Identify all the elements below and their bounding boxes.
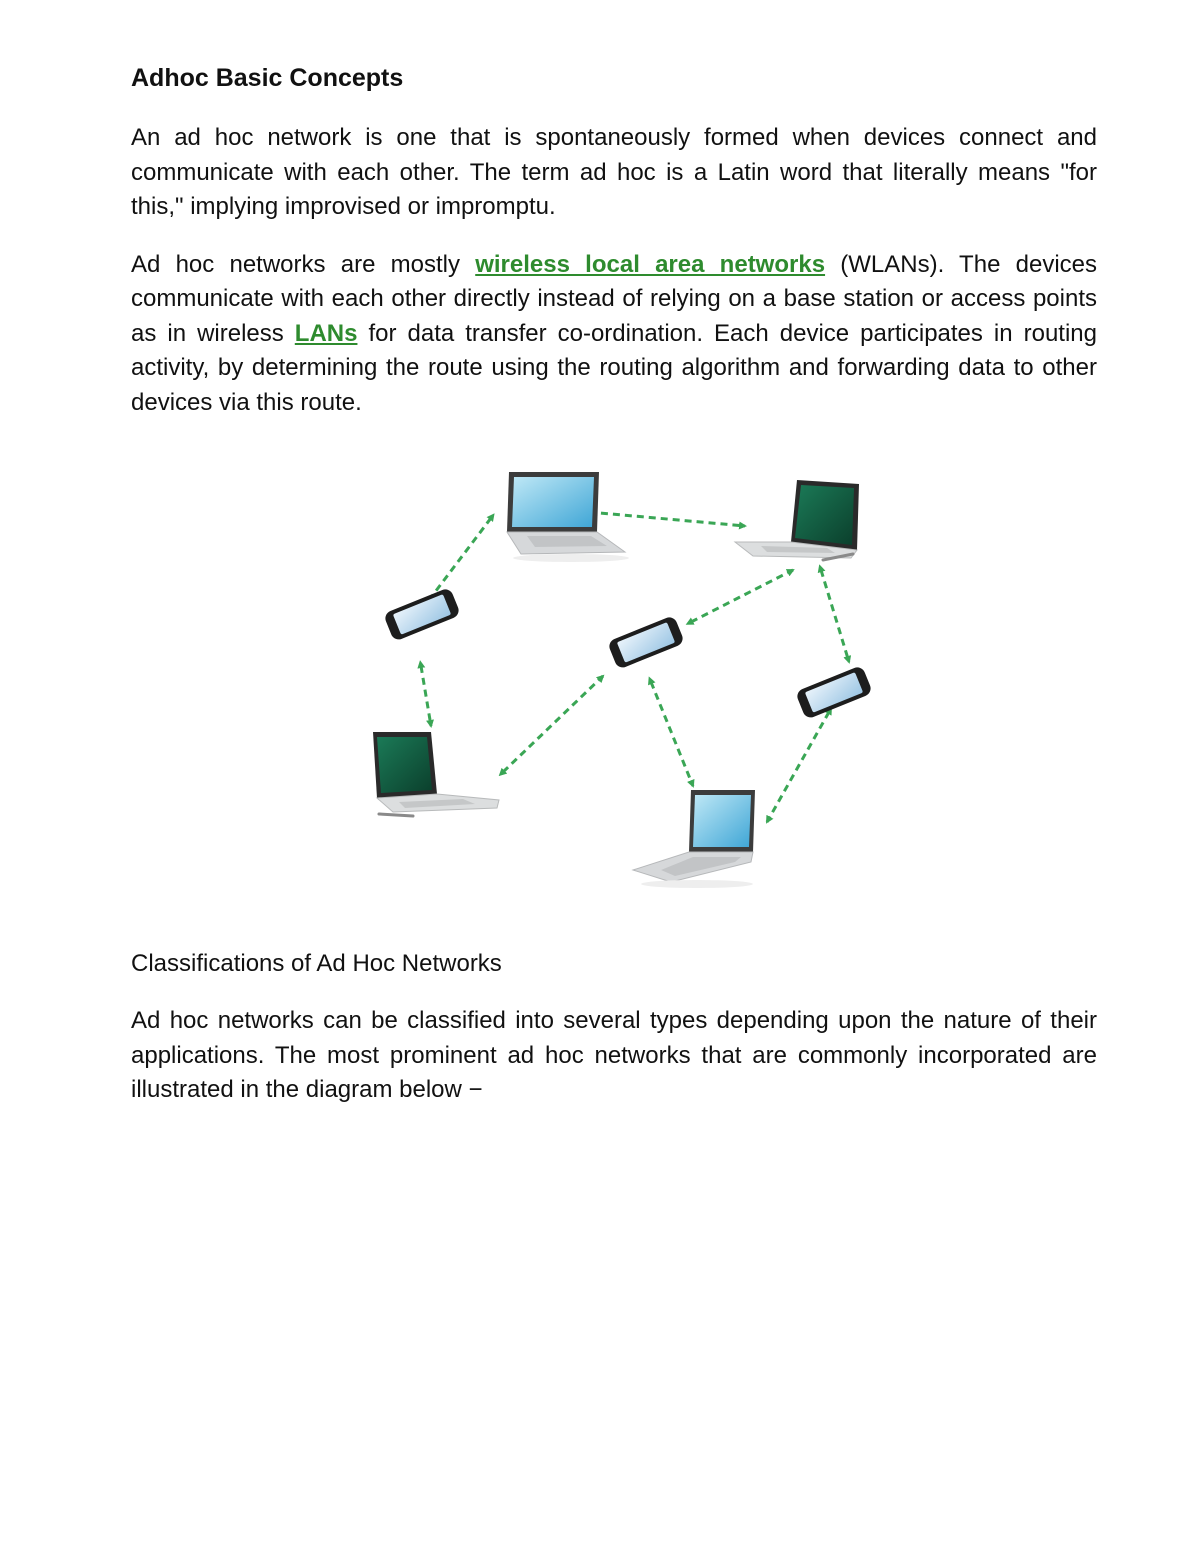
arrow-laptop1-laptop2 (589, 512, 745, 526)
wlan-link[interactable]: wireless local area networks (475, 250, 826, 278)
lans-link[interactable]: LANs (294, 319, 358, 347)
laptop-icon (735, 480, 859, 560)
arrow-phone3-laptop4 (767, 712, 829, 822)
arrow-laptop3-phone2 (503, 676, 603, 772)
classification-title: Classifications of Ad Hoc Networks (131, 950, 502, 977)
adhoc-network-diagram (131, 456, 1097, 926)
smartphone-icon (607, 615, 685, 670)
page-title: Adhoc Basic Concepts (131, 64, 404, 92)
connection-arrows (421, 512, 849, 822)
document-page (131, 60, 1097, 1131)
classification-paragraph: Ad hoc networks can be classified into several types depending upon the nature of their applications. The most prominent ad hoc networks that are commonly incorporated are illustrated in the diagram below − (131, 1007, 1097, 1103)
laptop-icon (633, 790, 755, 888)
smartphone-icon (795, 665, 873, 720)
arrow-phone1-laptop3 (421, 666, 431, 726)
intro-paragraph: An ad hoc network is one that is spontaneously formed when devices connect and communicate with each other. The term ad hoc is a Latin word that literally means "for this," implying improvised or impromptu. (131, 124, 1097, 220)
arrow-phone2-laptop4 (651, 682, 693, 786)
wlan-text-2: (WLANs). The devices communicate with each other directly instead of relying on a base station or access points as in wireless (131, 250, 1098, 347)
arrow-laptop2-phone3 (821, 570, 849, 662)
wlan-paragraph (131, 248, 1097, 421)
arrow-phone2-laptop2 (691, 570, 793, 622)
smartphone-icon (383, 587, 461, 642)
network-figure-svg (131, 456, 1097, 926)
laptop-icon (373, 732, 499, 816)
laptop-icon (507, 472, 629, 562)
wlan-text-3: for data transfer co-ordination. Each device participates in routing activity, by determining the route using the routing algorithm and forwarding data to other devices via this route. (131, 319, 1097, 416)
wlan-text-1: Ad hoc networks are mostly (131, 250, 476, 278)
